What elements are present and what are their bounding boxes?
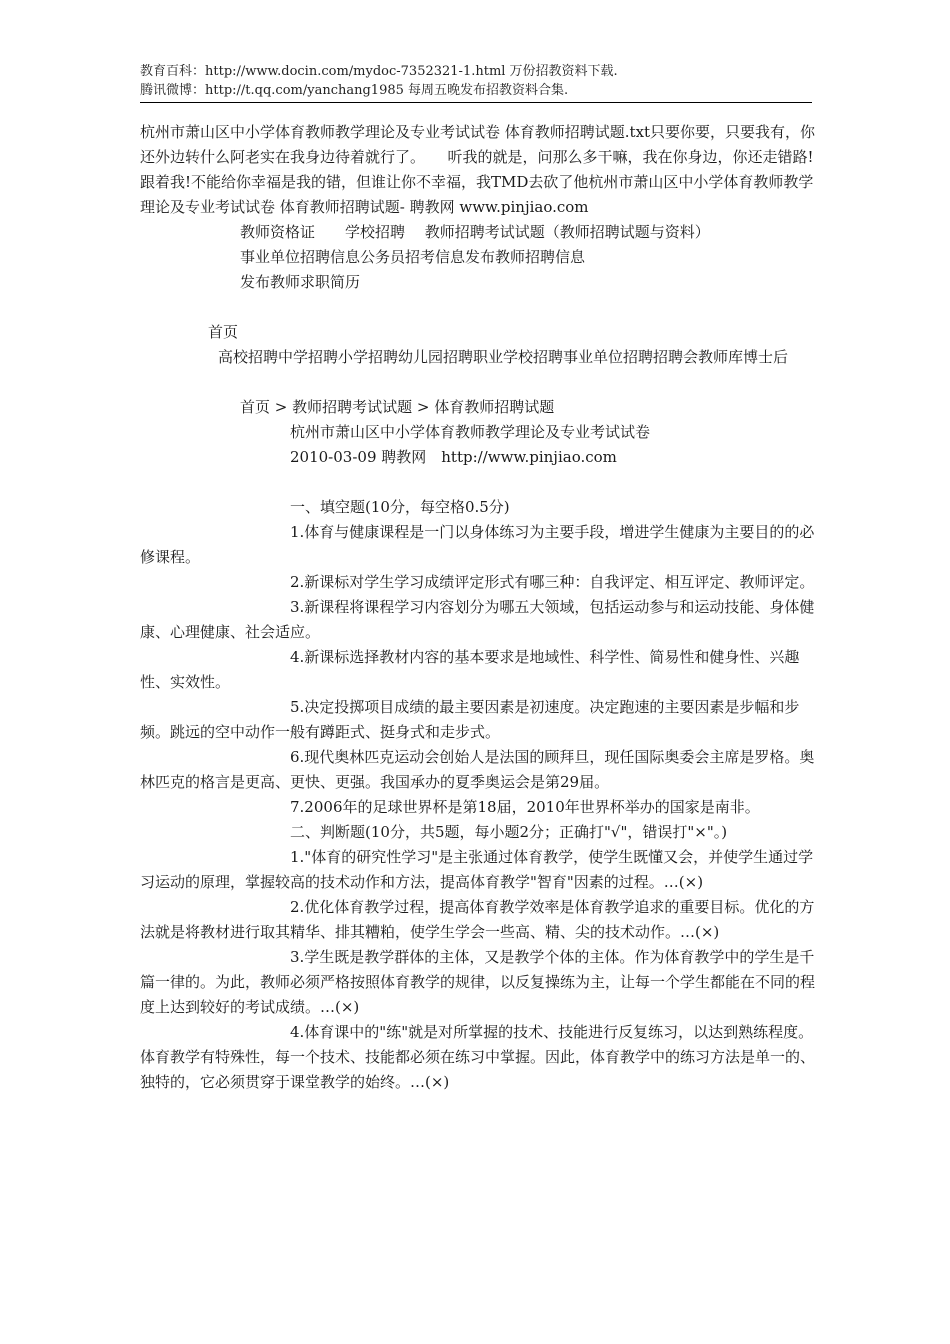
fill-blank-item-5: 5.决定投掷项目成绩的最主要因素是初速度。决定跑速的主要因素是步幅和步频。跳远的空中动作一般有蹲距式、挺身式和走步式。 xyxy=(140,698,800,741)
spacer xyxy=(140,470,816,495)
nav-home: 首页 xyxy=(208,323,239,341)
page-header xyxy=(140,62,812,100)
fill-blank-item-6: 6.现代奥林匹克运动会创始人是法国的顾拜旦，现任国际奥委会主席是罗格。奥林匹克的格言是更高、更快、更强。我国承办的夏季奥运会是第29届。 xyxy=(140,748,815,791)
nav-links-row-2: 事业单位招聘信息公务员招考信息发布教师招聘信息 xyxy=(240,248,586,266)
judgement-item-2: 2.优化体育教学过程，提高体育教学效率是体育教学追求的重要目标。优化的方法就是将教材进行取其精华、排其糟粕，使学生学会一些高、精、尖的技术动作。…(×) xyxy=(140,898,815,941)
judgement-item-1: 1."体育的研究性学习"是主张通过体育教学，使学生既懂又会，并使学生通过学习运动的原理，掌握较高的技术动作和方法，提高体育教学"智育"因素的过程。…(×) xyxy=(140,848,814,891)
article-title: 杭州市萧山区中小学体育教师教学理论及专业考试试卷 xyxy=(290,423,651,441)
spacer xyxy=(140,295,816,320)
judgement-item-4: 4.体育课中的"练"就是对所掌握的技术、技能进行反复练习，以达到熟练程度。体育教学有特殊性，每一个技术、技能都必须在练习中掌握。因此，体育教学中的练习方法是单一的、独特的，它必须贯穿于课堂教学的始终。…(×) xyxy=(140,1023,816,1091)
section-1-heading: 一、填空题(10分，每空格0.5分) xyxy=(290,498,510,516)
nav-links-row-3: 发布教师求职简历 xyxy=(240,273,361,291)
section-2-heading: 二、判断题(10分，共5题，每小题2分；正确打"√"，错误打"×"。) xyxy=(290,823,728,841)
nav-links-row-1: 教师资格证 学校招聘 教师招聘考试试题（教师招聘试题与资料） xyxy=(240,223,710,241)
article-meta: 2010-03-09 聘教网 http://www.pinjiao.com xyxy=(290,448,617,466)
intro-paragraph: 杭州市萧山区中小学体育教师教学理论及专业考试试卷 体育教师招聘试题.txt只要你要，只要我有，你还外边转什么阿老实在我身边待着就行了。 听我的就是，问那么多干嘛，我在你身边，你还走错路!跟着我!不能给你幸福是我的错，但谁让你不幸福，我TMD去砍了他杭州市萧山区中小学体育教师教学理论及专业考试试卷 体育教师招聘试题- 聘教网 www.pinjiao.com xyxy=(140,123,816,216)
document-body xyxy=(140,120,816,1095)
judgement-item-3: 3.学生既是教学群体的主体，又是教学个体的主体。作为体育教学中的学生是千篇一律的。为此，教师必须严格按照体育教学的规律，以反复操练为主，让每一个学生都能在不同的程度上达到较好的考试成绩。…(×) xyxy=(140,948,816,1016)
header-divider xyxy=(140,102,812,103)
fill-blank-item-2: 2.新课标对学生学习成绩评定形式有哪三种：自我评定、相互评定、教师评定。 xyxy=(290,573,815,591)
fill-blank-item-1: 1.体育与健康课程是一门以身体练习为主要手段，增进学生健康为主要目的的必修课程。 xyxy=(140,523,815,566)
nav-categories: 高校招聘中学招聘小学招聘幼儿园招聘职业学校招聘事业单位招聘招聘会教师库博士后 xyxy=(218,348,789,366)
fill-blank-item-7: 7.2006年的足球世界杯是第18届，2010年世界杯举办的国家是南非。 xyxy=(290,798,760,816)
header-line-docin: 教育百科：http://www.docin.com/mydoc-7352321-1.html 万份招教资料下载. xyxy=(140,64,618,79)
fill-blank-item-3: 3.新课程将课程学习内容划分为哪五大领域，包括运动参与和运动技能、身体健康、心理健康、社会适应。 xyxy=(140,598,815,641)
header-line-weibo: 腾讯微博：http://t.qq.com/yanchang1985 每周五晚发布招教资料合集. xyxy=(140,83,569,98)
fill-blank-item-4: 4.新课标选择教材内容的基本要求是地域性、科学性、简易性和健身性、兴趣性、实效性。 xyxy=(140,648,800,691)
breadcrumb: 首页 > 教师招聘考试试题 > 体育教师招聘试题 xyxy=(240,398,555,416)
spacer xyxy=(140,370,816,395)
